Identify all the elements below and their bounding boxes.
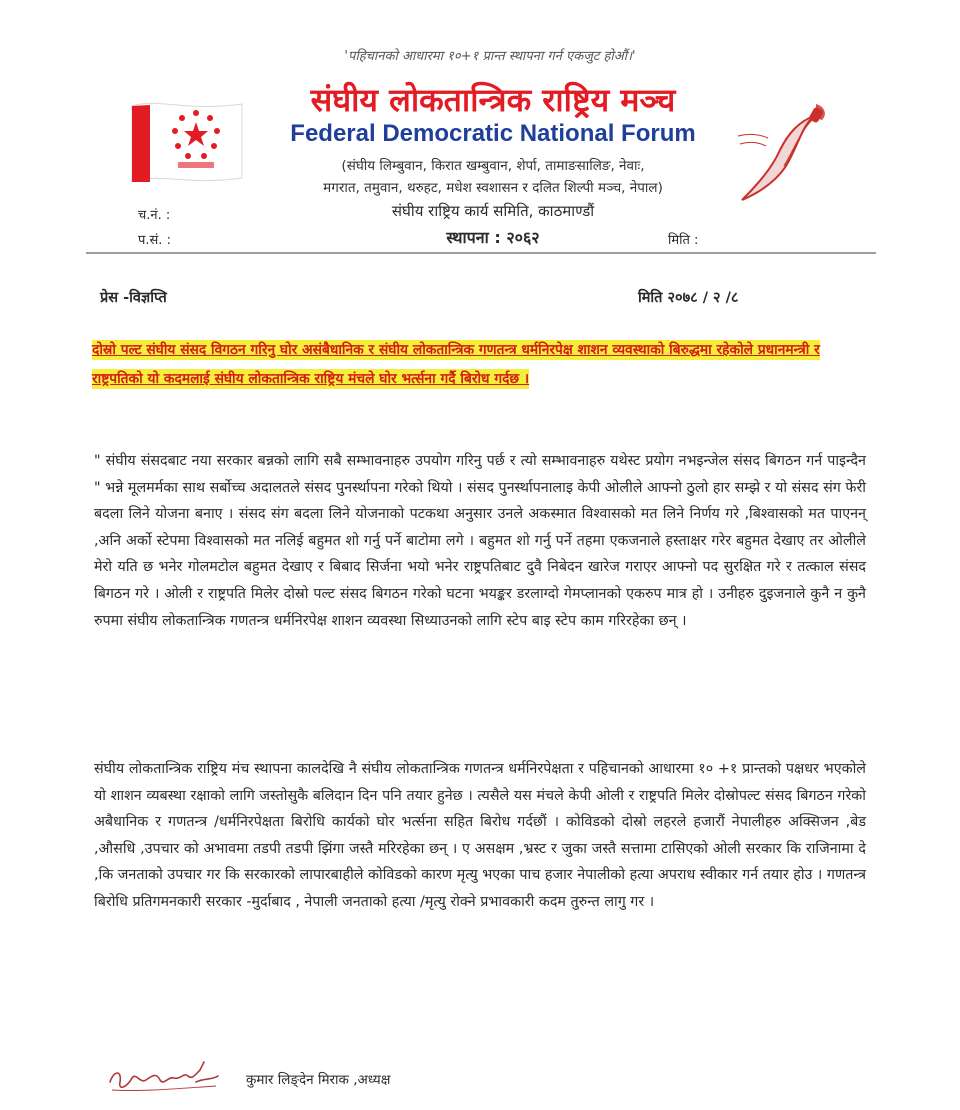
body-paragraph-1: " संघीय संसदबाट नया सरकार बन्नको लागि सबै सम्भावनाहरु उपयोग गरिनु पर्छ र त्यो सम्भावनाहरु यथेस्ट प्रयोग नभइन्जेल संसद बिगठन गर्न पाइन्दैन " भन्ने मूलमर्मका साथ सर्बोच्च अदालतले संसद पुनर्स्थापना गरेको थियो । संसद पुनर्स्थापनालाइ केपी ओलीले आफ्नो ठुलो हार सम्झे र यो संसद संग फेरी बदला लिने योजना बनाए । संसद संग बदला लिने योजनाको पटकथा अनुसार उनले अकस्मात विश्वासको मत लिने निर्णय गरे ,बिश्वासको मत पाएनन् ,अनि अर्को स्टेपमा विश्वासको मत नलिई बहुमत शो गर्नु पर्ने बाटोमा लगे । बहुमत शो गर्नु पर्ने तहमा एकजनाले हस्ताक्षर गरेर बहुमत देखाए तर ओलीले मेरो यति छ भनेर गोलमटोल बहुमत देखाए र बिबाद सिर्जना भयो भनेर राष्ट्रपतिबाट दुवै निबेदन खारेज गराएर आफ्नो पद सुरक्षित गरे र तत्काल संसद बिगठन गरे । ओली र राष्ट्रपति मिलेर दोस्रो पल्ट संसद बिगठन गरेको घटना भयङ्कर डरलाग्दो गेमप्लानको एकरुप मात्र हो । उनीहरु दुइजनाले कुनै न कुनै रुपमा संघीय लोकतान्त्रिक गणतन्त्र धर्मनिरपेक्ष शाशन व्यवस्था सिध्याउनको लागि स्टेप बाइ स्टेप काम गरिरहेका छन् । <box>94 453 866 629</box>
press-release-title: प्रेस -विज्ञप्ति <box>100 290 167 306</box>
headline-statement <box>92 336 869 394</box>
headline-text: दोस्रो पल्ट संघीय संसद विगठन गरिनु घोर असंबैधानिक र संघीय लोकतान्त्रिक गणतन्त्र धर्मनिरपेक्ष शाशन व्यवस्थाको बिरुद्धमा रहेकोले प्रधानमन्त्री र राष्ट्रपतिको यो कदमलाई संघीय लोकतान्त्रिक राष्ट्रिय मंचले घोर भर्त्सना गर्दै बिरोध गर्दछ । <box>92 342 820 387</box>
reference-number-label: च.नं. : <box>138 208 171 223</box>
established-year: स्थापना : २०६२ <box>446 228 540 247</box>
khukuri-emblem-icon <box>728 96 840 208</box>
alliance-line-1: (संघीय लिम्बुवान, किरात खम्बुवान, शेर्पा, तामाङसालिङ, नेवाः, <box>341 158 645 174</box>
alliance-line-2: मगरात, तमुवान, थरुहट, मधेश स्वशासन र दलित शिल्पी मञ्च, नेपाल) <box>323 180 663 196</box>
notice-date: मिति २०७८ / २ /८ <box>638 290 739 306</box>
slogan: 'पहिचानको आधारमा १०+१ प्रान्त स्थापना गर्न एकजुट होऔं।' <box>344 49 636 64</box>
handwritten-signature <box>104 1052 224 1098</box>
org-name-english: Federal Democratic National Forum <box>290 120 696 147</box>
party-flag-logo <box>128 96 246 192</box>
letterhead-date-label: मिति : <box>668 233 699 248</box>
committee-name: संघीय राष्ट्रिय कार्य समिति, काठमाण्डौं <box>391 202 595 220</box>
header-divider <box>86 252 876 254</box>
body-paragraph-2: संघीय लोकतान्त्रिक राष्ट्रिय मंच स्थापना कालदेखि नै संघीय लोकतान्त्रिक गणतन्त्र धर्मनिरपेक्षता र पहिचानको आधारमा १० +१ प्रान्तको पक्षधर भएकोले यो शाशन व्यबस्था रक्षाको लागि जस्तोसुकै बलिदान दिन पनि तयार हुनेछ । त्यसैले यस मंचले केपी ओली र राष्ट्रपति मिलेर दोस्रोपल्ट संसद बिगठन गरेको अबैधानिक र गणतन्त्र /धर्मनिरपेक्षता बिरोधि कार्यको घोर भर्त्सना सहित बिरोध गर्दछौं । कोविडको दोस्रो लहरले हजारौं नेपालीहरु अक्सिजन ,बेड ,औसधि ,उपचार को अभावमा तडपी तडपी झिंगा जस्तै मरिरहेका छन् । ए असक्षम ,भ्रस्ट र जुका जस्तै सत्तामा टासिएको ओली सरकार कि राजिनामा दे ,कि जनताको उपचार गर कि सरकारको लापारबाहीले कोविडको कारण मृत्यु भएका पाच हजार नेपालीको हत्या अपराध स्वीकार गर्न तयार होउ । गणतन्त्र बिरोधि प्रतिगमनकारी सरकार -मुर्दाबाद , नेपाली जनताको हत्या /मृत्यु रोक्ने प्रभावकारी कदम तुरुन्त लागु गर । <box>94 761 866 910</box>
letter-number-label: प.सं. : <box>138 233 171 248</box>
org-name-nepali: संघीय लोकतान्त्रिक राष्ट्रिय मञ्च <box>310 81 676 119</box>
signatory-name: कुमार लिङ्देन मिराक ,अध्यक्ष <box>246 1072 391 1088</box>
